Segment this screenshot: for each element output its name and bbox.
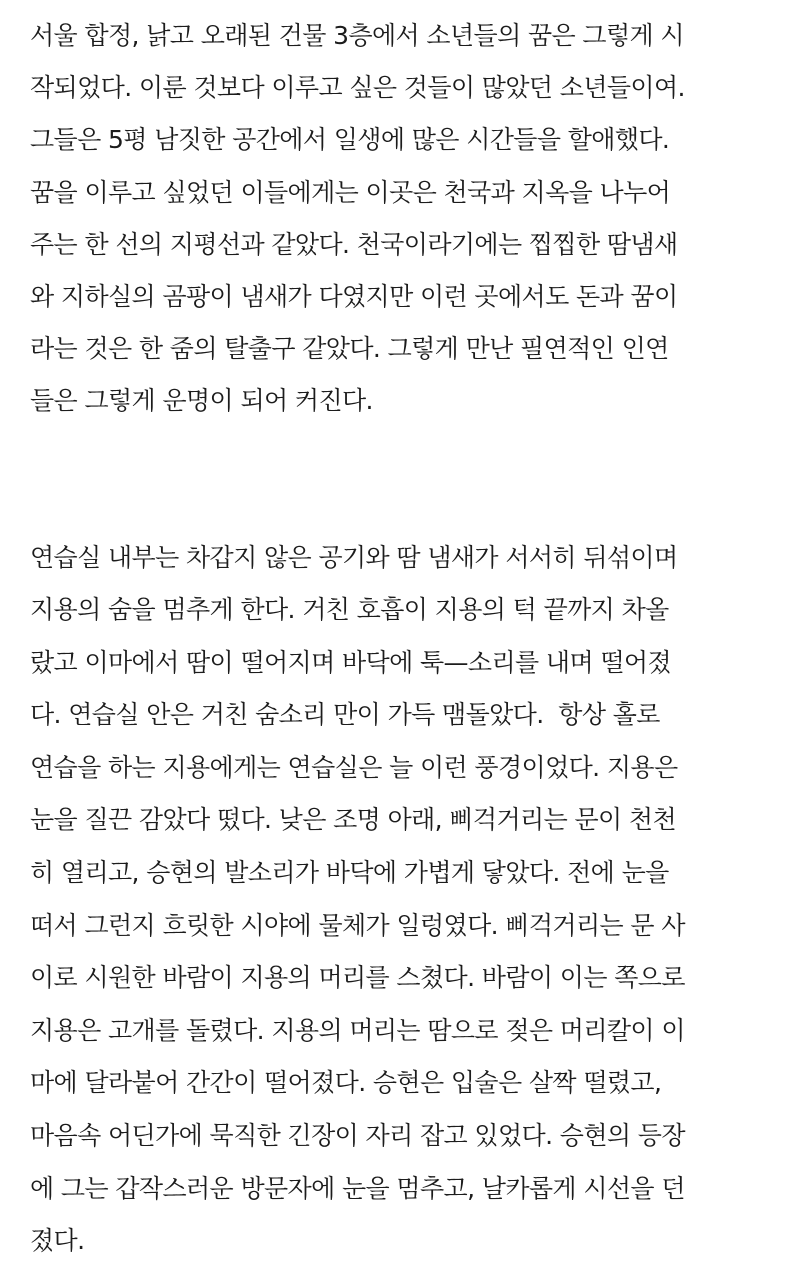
text-line: 와 지하실의 곰팡이 냄새가 다였지만 이런 곳에서도 돈과 꿈이 — [30, 281, 678, 311]
text-line: 다. 연습실 안은 거친 숨소리 만이 가득 맴돌았다. 항상 홀로 — [30, 700, 660, 730]
text-line: 그들은 5평 남짓한 공간에서 일생에 많은 시간들을 할애했다. — [30, 125, 670, 155]
text-line: 마음속 어딘가에 묵직한 긴장이 자리 잡고 있었다. 승현의 등장 — [30, 1121, 685, 1151]
text-line: 연습실 내부는 차갑지 않은 공기와 땀 냄새가 서서히 뒤섞이며 — [30, 542, 678, 572]
text-line: 연습을 하는 지용에게는 연습실은 늘 이런 풍경이었다. 지용은 — [30, 752, 678, 782]
paragraph-2 — [30, 532, 770, 1268]
text-line: 들은 그렇게 운명이 되어 커진다. — [30, 386, 373, 416]
text-line: 떠서 그런지 흐릿한 시야에 물체가 일렁였다. 삐걱거리는 문 사 — [30, 910, 685, 940]
text-line: 마에 달라붙어 간간이 떨어졌다. 승현은 입술은 살짝 떨렸고, — [30, 1068, 662, 1098]
text-line: 이로 시원한 바람이 지용의 머리를 스쳤다. 바람이 이는 쪽으로 — [30, 963, 685, 993]
paragraph-gap — [30, 428, 770, 532]
paragraph-1 — [30, 10, 770, 428]
text-line: 에 그는 갑작스러운 방문자에 눈을 멈추고, 날카롭게 시선을 던 — [30, 1173, 685, 1203]
text-line: 작되었다. 이룬 것보다 이루고 싶은 것들이 많았던 소년들이여. — [30, 73, 685, 103]
text-line: 랐고 이마에서 땀이 떨어지며 바닥에 툭—소리를 내며 떨어졌 — [30, 647, 672, 677]
text-line: 지용의 숨을 멈추게 한다. 거친 호흡이 지용의 턱 끝까지 차올 — [30, 595, 669, 625]
text-line: 서울 합정, 낡고 오래된 건물 3층에서 소년들의 꿈은 그렇게 시 — [30, 21, 684, 50]
text-line: 라는 것은 한 줌의 탈출구 같았다. 그렇게 만난 필연적인 인연 — [30, 334, 669, 364]
text-line: 지용은 고개를 돌렸다. 지용의 머리는 땀으로 젖은 머리칼이 이 — [30, 1015, 685, 1045]
text-line: 눈을 질끈 감았다 떴다. 낮은 조명 아래, 삐걱거리는 문이 천천 — [30, 805, 677, 835]
text-line: 꿈을 이루고 싶었던 이들에게는 이곳은 천국과 지옥을 나누어 — [30, 177, 671, 207]
text-line: 주는 한 선의 지평선과 같았다. 천국이라기에는 찝찝한 땀냄새 — [30, 229, 678, 259]
text-line: 히 열리고, 승현의 발소리가 바닥에 가볍게 닿았다. 전에 눈을 — [30, 858, 669, 888]
text-line: 졌다. — [30, 1226, 85, 1256]
